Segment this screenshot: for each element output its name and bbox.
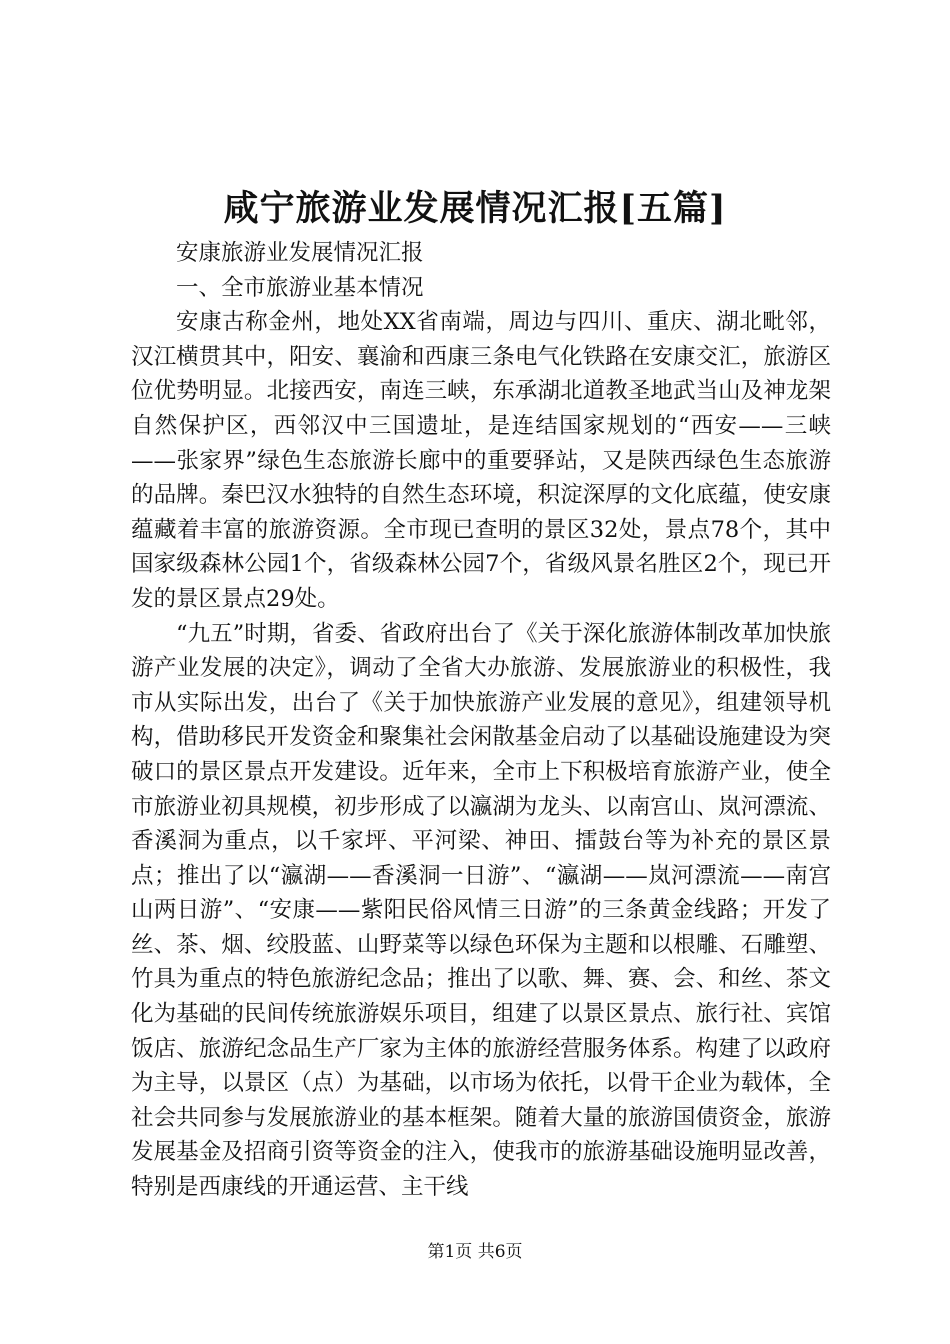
paragraph: “九五”时期，省委、省政府出台了《关于深化旅游体制改革加快旅游产业发展的决定》，调动了全省大办旅游、发展旅游业的积极性，我市从实际出发，出台了《关于加快旅游产业发展的意见》，组建领导机构，借助移民开发资金和聚集社会闲散基金启动了以基础设施建设为突破口的景区景点开发建设。近年来，全市上下积极培育旅游产业，使全市旅游业初具规模，初步形成了以瀛湖为龙头、以南宫山、岚河漂流、香溪洞为重点，以千家坪、平河梁、神田、擂鼓台等为补充的景区景点；推出了以“瀛湖——香溪洞一日游”、“瀛湖——岚河漂流——南宫山两日游”、“安康——紫阳民俗风情三日游”的三条黄金线路；开发了丝、茶、烟、绞股蓝、山野菜等以绿色环保为主题和以根雕、石雕塑、竹具为重点的特色旅游纪念品；推出了以歌、舞、赛、会、和丝、茶文化为基础的民间传统旅游娱乐项目，组建了以景区景点、旅行社、宾馆饭店、旅游纪念品生产厂家为主体的旅游经营服务体系。构建了以政府为主导，以景区（点）为基础，以市场为依托，以骨干企业为载体，全社会共同参与发展旅游业的基本框架。随着大量的旅游国债资金，旅游发展基金及招商引资等资金的注入，使我市的旅游基础设施明显改善，特别是西康线的开通运营、主干线 [131, 620, 831, 1201]
document-body [131, 236, 831, 1205]
section-heading: 一、全市旅游业基本情况 [176, 274, 424, 301]
paragraph: 安康古称金州，地处XX省南端，周边与四川、重庆、湖北毗邻，汉江横贯其中，阳安、襄渝和西康三条电气化铁路在安康交汇，旅游区位优势明显。北接西安，南连三峡，东承湖北道教圣地武当山及神龙架自然保护区，西邻汉中三国遗址，是连结国家规划的“西安——三峡——张家界”绿色生态旅游长廊中的重要驿站，又是陕西绿色生态旅游的品牌。秦巴汉水独特的自然生态环境，积淀深厚的文化底蕴，使安康蕴藏着丰富的旅游资源。全市现已查明的景区32处，景点78个，其中国家级森林公园1个，省级森林公园7个，省级风景名胜区2个，现已开发的景区景点29处。 [131, 309, 831, 612]
document-subtitle: 安康旅游业发展情况汇报 [176, 240, 424, 266]
document-title: 咸宁旅游业发展情况汇报[五篇] [223, 188, 727, 229]
page-footer: 第1页 共6页 [427, 1242, 523, 1262]
